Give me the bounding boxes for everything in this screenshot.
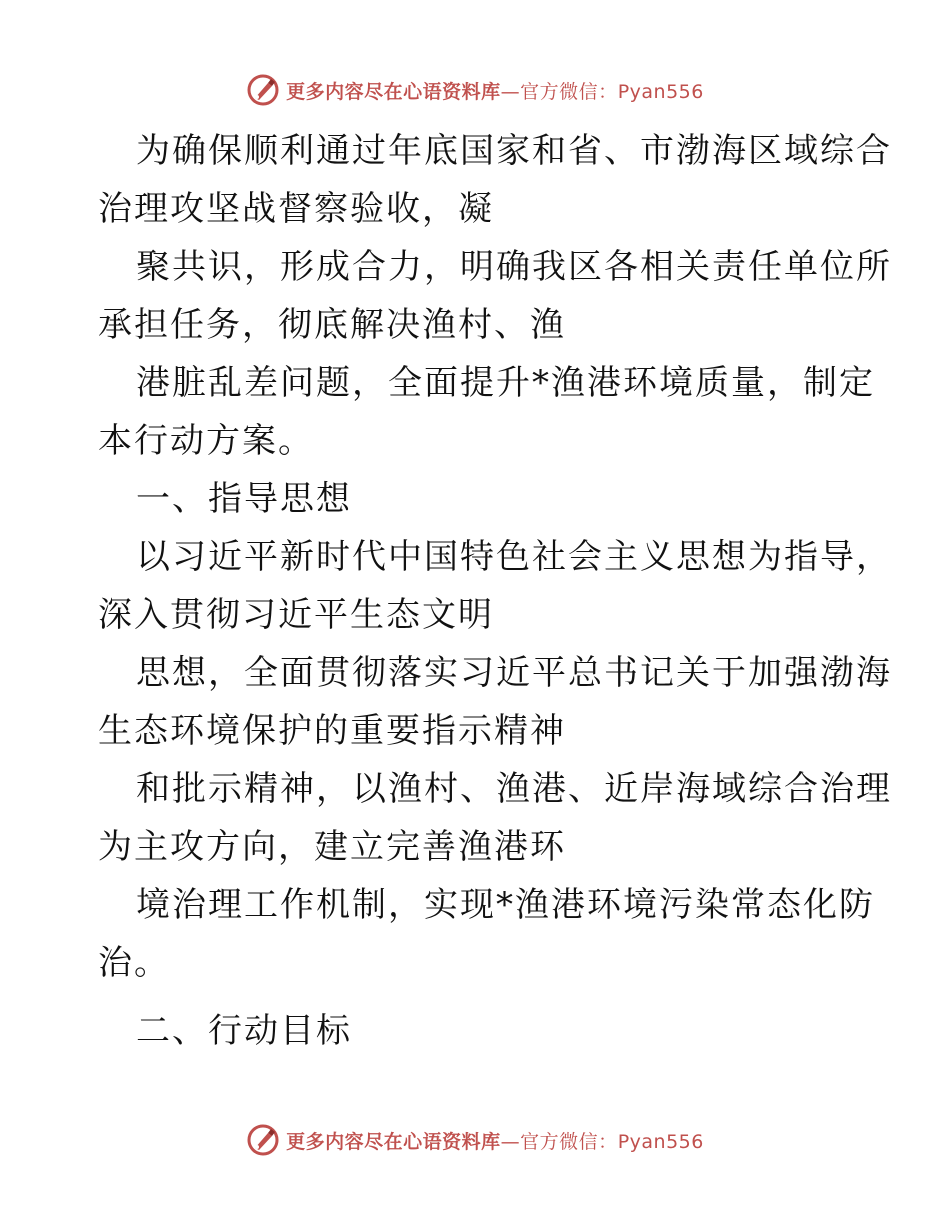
- document-body: [98, 122, 892, 1060]
- section-heading: [98, 1002, 858, 1060]
- paragraph: [98, 122, 892, 238]
- banner-text: [286, 1127, 704, 1154]
- pen-logo-icon: [246, 73, 280, 107]
- paragraph-line: 境治理工作机制，实现*渔港环境污染常态化防: [136, 885, 875, 925]
- paragraph-line: 本行动方案。: [98, 421, 314, 461]
- paragraph: [98, 876, 875, 992]
- banner-separator: —: [500, 1130, 521, 1153]
- paragraph-line: 生态环境保护的重要指示精神: [98, 711, 566, 751]
- paragraph-line: 聚共识，形成合力，明确我区各相关责任单位所: [136, 247, 892, 287]
- paragraph-line: 以习近平新时代中国特色社会主义思想为指导，: [136, 537, 892, 577]
- footer-banner: [0, 1120, 950, 1160]
- paragraph-line: 为主攻方向，建立完善渔港环: [98, 827, 566, 867]
- paragraph-line: 和批示精神，以渔村、渔港、近岸海域综合治理: [136, 769, 892, 809]
- paragraph: [98, 644, 892, 760]
- banner-wechat-id: Pyan556: [617, 1130, 704, 1153]
- banner-separator: —: [500, 80, 521, 103]
- paragraph-line: 深入贯彻习近平生态文明: [98, 595, 494, 635]
- paragraph: [98, 760, 892, 876]
- paragraph-line: 思想，全面贯彻落实习近平总书记关于加强渤海: [136, 653, 892, 693]
- paragraph: [98, 528, 892, 644]
- paragraph-line: 治理攻坚战督察验收，凝: [98, 189, 494, 229]
- paragraph-line: 承担任务，彻底解决渔村、渔: [98, 305, 566, 345]
- heading-text: 一、指导思想: [136, 479, 352, 519]
- header-banner: [0, 70, 950, 110]
- paragraph: [98, 238, 892, 354]
- paragraph: [98, 354, 875, 470]
- section-heading: [98, 470, 858, 528]
- banner-text: [286, 77, 704, 104]
- banner-main-text: 更多内容尽在心语资料库: [286, 80, 501, 103]
- paragraph-line: 为确保顺利通过年底国家和省、市渤海区域综合: [136, 131, 892, 171]
- paragraph-line: 港脏乱差问题，全面提升*渔港环境质量，制定: [136, 363, 875, 403]
- banner-wechat-id: Pyan556: [617, 80, 704, 103]
- banner-main-text: 更多内容尽在心语资料库: [286, 1130, 501, 1153]
- heading-text: 二、行动目标: [136, 1011, 352, 1051]
- banner-wechat-label: 官方微信：: [520, 1130, 618, 1153]
- pen-logo-icon: [246, 1123, 280, 1157]
- banner-wechat-label: 官方微信：: [520, 80, 618, 103]
- paragraph-line: 治。: [98, 943, 170, 983]
